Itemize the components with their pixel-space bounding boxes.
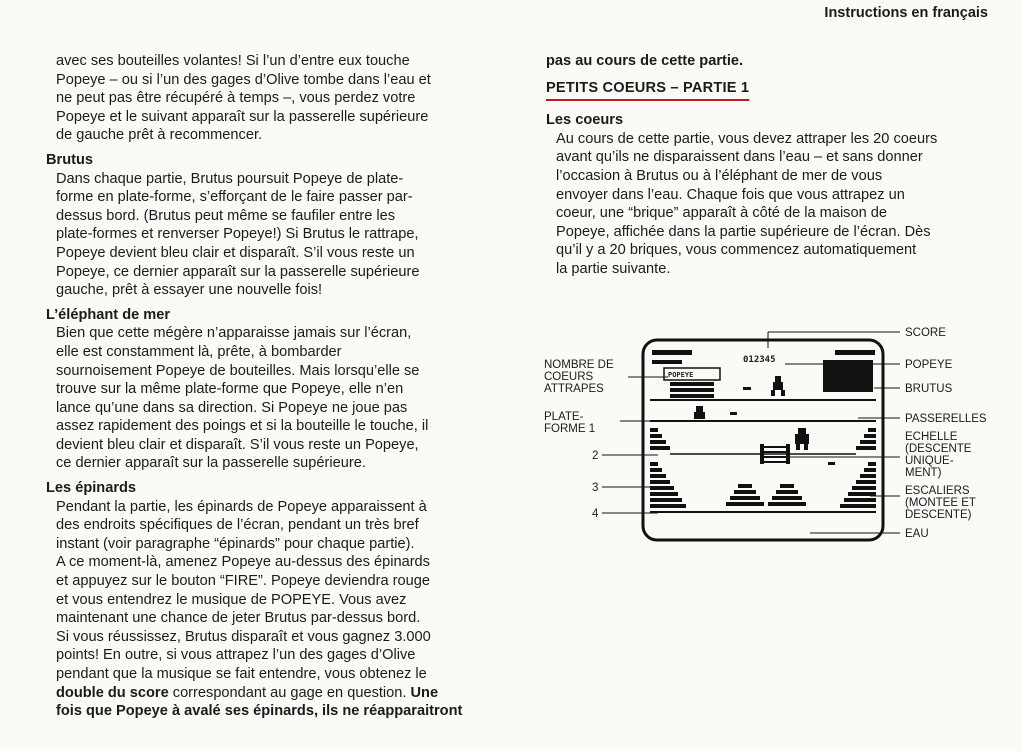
top-bar: [652, 350, 692, 355]
brick-row: [670, 388, 714, 392]
text-line: Si vous réussissez, Brutus disparaît et vous gagnez 3.000: [56, 628, 431, 645]
text-line: assez rapidement des poings et si la bouteille le touche, il: [56, 418, 429, 435]
label-plate: FORME 1: [544, 423, 596, 435]
label-echelle: ECHELLE: [905, 431, 958, 443]
text-line: fois que Popeye à avalé ses épinards, ils ne réapparaitront: [56, 703, 463, 720]
text-line: Pendant la partie, les épinards de Popeye apparaissent à: [56, 498, 427, 515]
brutus-paragraph: [46, 170, 512, 300]
text-line: coeur, une “brique” apparaît à côté de la maison de: [556, 205, 888, 222]
elephant-heading: L’éléphant de mer: [46, 306, 171, 323]
label-plate: PLATE-: [544, 411, 584, 423]
brutus-heading: Brutus: [46, 151, 94, 168]
text-line: Bien que cette mégère n’apparaisse jamais sur l’écran,: [56, 325, 412, 342]
label-popeye: POPEYE: [905, 359, 953, 371]
bold-phrase: Une: [410, 684, 439, 701]
text-line: ne peut pas être récupéré à temps –, vous perdez votre: [56, 90, 416, 107]
text-line: elle est constamment là, prête, à bombarder: [56, 343, 342, 360]
label-nombre: COEURS: [544, 371, 594, 383]
label-escaliers: ESCALIERS: [905, 485, 970, 497]
continuation-line: pas au cours de cette partie.: [546, 53, 744, 69]
text-line: forme en plate-forme, s’efforçant de le faire passer par-: [56, 189, 413, 206]
text-line: l’occasion à Brutus ou à l’éléphant de mer de vous: [556, 167, 883, 184]
text-line: la partie suivante.: [556, 260, 671, 277]
label-eau: EAU: [905, 528, 929, 540]
label-escaliers: (MONTEE ET: [905, 497, 976, 509]
label-nombre: NOMBRE DE: [544, 359, 614, 371]
intro-paragraph: [46, 52, 512, 145]
coeurs-heading: Les coeurs: [546, 112, 624, 129]
label-echelle: (DESCENTE: [905, 443, 972, 455]
label-platform-4: 4: [592, 508, 599, 520]
text-line: Au cours de cette partie, vous devez attraper les 20 coeurs: [556, 130, 938, 147]
text-line: Popeye devient bleu clair et disparaît. S’il vous reste un: [56, 244, 415, 261]
text-line: lance qu’une dans sa direction. Si Popeye ne joue pas: [56, 399, 408, 416]
label-passerelles: PASSERELLES: [905, 413, 987, 425]
text-line: avant qu’ils ne disparaissent dans l’eau – et sans donner: [556, 149, 923, 166]
text-line: Popeye – ou si l’un des gages d’Olive tombe dans l’eau et: [56, 71, 431, 88]
text-line: Dans chaque partie, Brutus poursuit Popeye de plate-: [56, 170, 404, 187]
text-line: A ce moment-là, amenez Popeye au-dessus des épinards: [56, 554, 430, 571]
text-line: ce dernier apparaît sur la passerelle supérieure.: [56, 455, 366, 472]
label-platform-2: 2: [592, 450, 599, 462]
brick-row: [670, 382, 714, 386]
text-line: dessus bord. (Brutus peut même se faufiler entre les: [56, 207, 396, 224]
left-column: [46, 52, 512, 723]
text-line: et vous entendrez le musique de POPEYE. Vous avez: [56, 591, 407, 608]
score-display: 012345: [743, 355, 776, 365]
elephant-paragraph: [46, 324, 512, 473]
text-line: des endroits spécifiques de l’écran, pendant un très bref: [56, 517, 419, 534]
text-line: gauche, prêt à essayer une nouvelle fois!: [56, 282, 323, 299]
top-bar: [652, 360, 682, 364]
text-line: et appuyez sur le bouton “FIRE”. Popeye deviendra rouge: [56, 573, 430, 590]
text-line: maintenant une chance de jeter Brutus par-dessus bord.: [56, 610, 421, 627]
brick-row: [670, 394, 714, 398]
right-column: [546, 52, 996, 281]
screen-title: POPEYE: [668, 371, 694, 379]
bottle-sprite: [743, 387, 751, 390]
text-line: Popeye, affichée dans la partie supérieure de l’écran. Dès: [556, 223, 931, 240]
label-escaliers: DESCENTE): [905, 509, 972, 521]
game-screen-diagram: [540, 320, 1000, 550]
page-header: Instructions en français: [824, 5, 988, 21]
text-line: sournoisement Popeye de bouteilles. Mais lorsqu’elle se: [56, 362, 420, 379]
text-line: instant (voir paragraphe “épinards” pour chaque partie).: [56, 535, 415, 552]
label-brutus: BRUTUS: [905, 383, 953, 395]
section-title: PETITS COEURS – PARTIE 1: [546, 79, 749, 102]
label-platform-3: 3: [592, 482, 599, 494]
text-line: devient bleu clair et disparaît. S’il vous reste un Popeye,: [56, 436, 419, 453]
text-line: de gauche prêt à recommencer.: [56, 127, 263, 144]
label-nombre: ATTRAPES: [544, 383, 604, 395]
text-line: Popeye, ce dernier apparaît sur la passerelle supérieure: [56, 263, 420, 280]
label-score: SCORE: [905, 327, 946, 339]
heart-sprite: [828, 462, 835, 465]
text-line: pendant que la musique se fait entendre, vous obtenez le: [56, 666, 427, 682]
bold-phrase: double du score: [56, 684, 169, 701]
text-line: plate-formes et renverser Popeye!) Si Brutus le rattrape,: [56, 226, 419, 243]
label-echelle: MENT): [905, 467, 942, 479]
epinards-heading: Les épinards: [46, 480, 137, 497]
text-line: Popeye et le suivant apparaît sur la passerelle supérieure: [56, 108, 429, 125]
heart-sprite: [730, 412, 737, 415]
text-line: trouve sur la même plate-forme que Popeye, elle n’en: [56, 381, 404, 398]
text-line: qu’il y a 20 briques, vous commencez automatiquement: [556, 242, 917, 259]
text-line: points! En outre, si vous attrapez l’un des gages d’Olive: [56, 647, 416, 664]
text-line: envoyer dans l’eau. Chaque fois que vous attrapez un: [556, 186, 905, 203]
text-line: avec ses bouteilles volantes! Si l’un d’entre eux touche: [56, 53, 410, 69]
epinards-paragraph: [46, 498, 512, 721]
top-bar: [835, 350, 875, 355]
label-echelle: UNIQUE-: [905, 455, 954, 467]
text-line-mixed: [56, 684, 512, 703]
coeurs-paragraph: [546, 130, 996, 279]
brutus-block: [823, 360, 873, 392]
plain-phrase: correspondant au gage en question.: [168, 684, 411, 701]
